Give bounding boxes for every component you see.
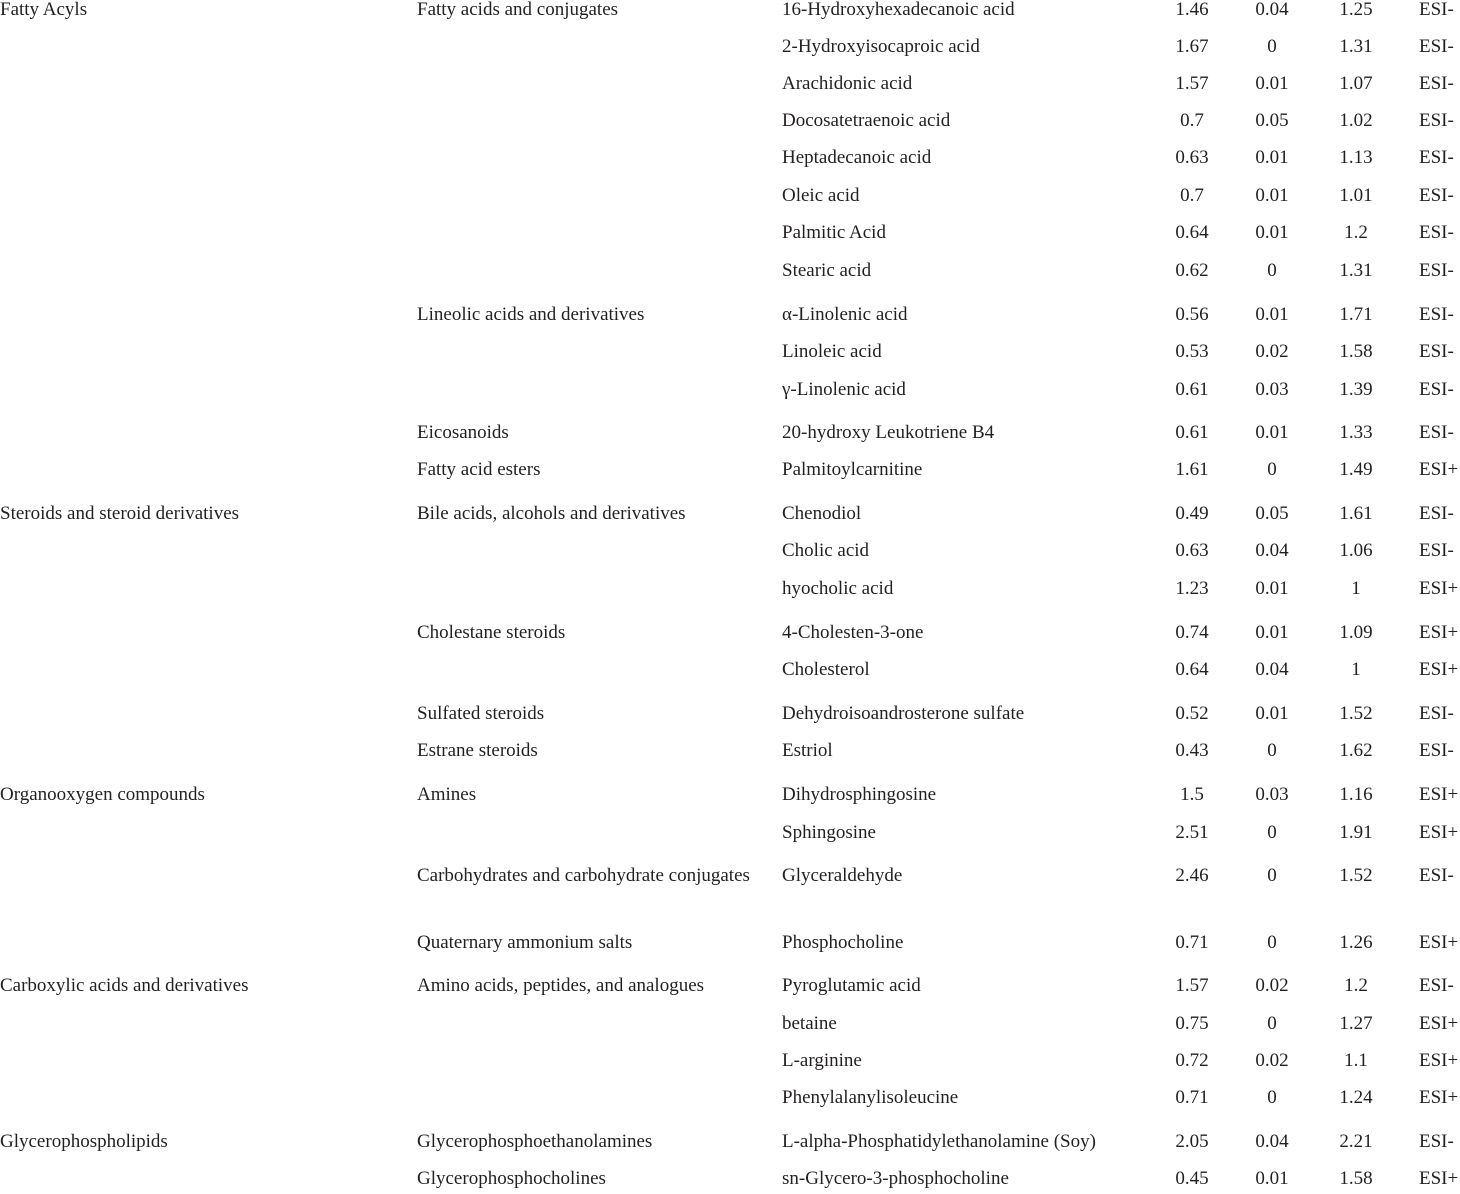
value1-cell: 0.49 <box>1175 503 1209 524</box>
value3-cell: 1.71 <box>1339 304 1373 325</box>
subclass-cell: Cholestane steroids <box>417 622 566 643</box>
value1-cell: 0.64 <box>1175 659 1209 680</box>
ion-mode-cell: ESI- <box>1419 1131 1454 1152</box>
value1-cell: 2.05 <box>1175 1131 1209 1152</box>
metabolite-name-cell: Estriol <box>782 740 833 761</box>
value3-cell: 2.21 <box>1339 1131 1373 1152</box>
value2-cell: 0.01 <box>1255 73 1289 94</box>
value2-cell: 0.01 <box>1255 622 1289 643</box>
subclass-cell: Fatty acid esters <box>417 459 541 480</box>
subclass-cell: Sulfated steroids <box>417 703 545 724</box>
metabolite-name-cell: Oleic acid <box>782 185 860 206</box>
ion-mode-cell: ESI- <box>1419 0 1454 20</box>
value3-cell: 1.02 <box>1339 110 1373 131</box>
value3-cell: 1.52 <box>1339 865 1373 886</box>
value1-cell: 0.61 <box>1175 422 1209 443</box>
ion-mode-cell: ESI- <box>1419 422 1454 443</box>
subclass-cell: Lineolic acids and derivatives <box>417 304 645 325</box>
subclass-cell: Glycerophosphocholines <box>417 1168 606 1189</box>
ion-mode-cell: ESI+ <box>1419 622 1459 643</box>
value1-cell: 1.46 <box>1175 0 1209 20</box>
metabolite-name-cell: Phosphocholine <box>782 932 904 953</box>
metabolite-name-cell: Cholic acid <box>782 540 870 561</box>
metabolite-name-cell: 20-hydroxy Leukotriene B4 <box>782 422 995 443</box>
value2-cell: 0.04 <box>1255 540 1289 561</box>
value1-cell: 0.45 <box>1175 1168 1209 1189</box>
value2-cell: 0.05 <box>1255 503 1289 524</box>
value2-cell: 0.01 <box>1255 1168 1289 1189</box>
value3-cell: 1.16 <box>1339 784 1373 805</box>
value1-cell: 0.53 <box>1175 341 1209 362</box>
ion-mode-cell: ESI+ <box>1419 784 1459 805</box>
value2-cell: 0.01 <box>1255 304 1289 325</box>
value2-cell: 0 <box>1267 36 1277 57</box>
value3-cell: 1 <box>1351 578 1361 599</box>
metabolite-name-cell: Pyroglutamic acid <box>782 975 921 996</box>
value1-cell: 0.43 <box>1175 740 1209 761</box>
value3-cell: 1.06 <box>1339 540 1373 561</box>
subclass-cell: Eicosanoids <box>417 422 509 443</box>
value3-cell: 1.91 <box>1339 822 1373 843</box>
metabolite-name-cell: Docosatetraenoic acid <box>782 110 951 131</box>
value1-cell: 2.51 <box>1175 822 1209 843</box>
metabolite-name-cell: 2-Hydroxyisocaproic acid <box>782 36 980 57</box>
value1-cell: 1.57 <box>1175 975 1209 996</box>
ion-mode-cell: ESI+ <box>1419 822 1459 843</box>
value3-cell: 1.2 <box>1344 975 1368 996</box>
metabolite-name-cell: Dehydroisoandrosterone sulfate <box>782 703 1025 724</box>
value2-cell: 0 <box>1267 932 1277 953</box>
value3-cell: 1.26 <box>1339 932 1373 953</box>
metabolite-name-cell: Heptadecanoic acid <box>782 147 932 168</box>
value2-cell: 0 <box>1267 1087 1277 1108</box>
value2-cell: 0.04 <box>1255 1131 1289 1152</box>
metabolite-name-cell: betaine <box>782 1013 837 1034</box>
subclass-cell: Carbohydrates and carbohydrate conjugates <box>417 865 750 886</box>
value2-cell: 0.01 <box>1255 703 1289 724</box>
metabolite-name-cell: Glyceraldehyde <box>782 865 903 886</box>
metabolite-name-cell: L-alpha-Phosphatidylethanolamine (Soy) <box>782 1131 1096 1152</box>
ion-mode-cell: ESI- <box>1419 222 1454 243</box>
value3-cell: 1.24 <box>1339 1087 1373 1108</box>
ion-mode-cell: ESI+ <box>1419 1168 1459 1189</box>
value2-cell: 0.03 <box>1255 784 1289 805</box>
class-cell: Steroids and steroid derivatives <box>0 503 240 524</box>
ion-mode-cell: ESI+ <box>1419 578 1459 599</box>
metabolite-name-cell: Sphingosine <box>782 822 876 843</box>
value3-cell: 1.07 <box>1339 73 1373 94</box>
value2-cell: 0.05 <box>1255 110 1289 131</box>
metabolite-name-cell: Dihydrosphingosine <box>782 784 937 805</box>
value1-cell: 0.52 <box>1175 703 1209 724</box>
value2-cell: 0.01 <box>1255 147 1289 168</box>
value1-cell: 2.46 <box>1175 865 1209 886</box>
ion-mode-cell: ESI+ <box>1419 659 1459 680</box>
subclass-cell: Amino acids, peptides, and analogues <box>417 975 705 996</box>
value1-cell: 1.5 <box>1180 784 1204 805</box>
metabolite-name-cell: Chenodiol <box>782 503 862 524</box>
value1-cell: 0.7 <box>1180 185 1204 206</box>
ion-mode-cell: ESI- <box>1419 36 1454 57</box>
value1-cell: 0.7 <box>1180 110 1204 131</box>
value3-cell: 1.2 <box>1344 222 1368 243</box>
subclass-cell: Bile acids, alcohols and derivatives <box>417 503 686 524</box>
ion-mode-cell: ESI- <box>1419 503 1454 524</box>
ion-mode-cell: ESI+ <box>1419 1050 1459 1071</box>
value2-cell: 0.02 <box>1255 975 1289 996</box>
ion-mode-cell: ESI+ <box>1419 459 1459 480</box>
value1-cell: 1.57 <box>1175 73 1209 94</box>
value1-cell: 0.63 <box>1175 540 1209 561</box>
value2-cell: 0.01 <box>1255 422 1289 443</box>
value3-cell: 1.58 <box>1339 341 1373 362</box>
value3-cell: 1.1 <box>1344 1050 1368 1071</box>
value3-cell: 1.58 <box>1339 1168 1373 1189</box>
value2-cell: 0 <box>1267 740 1277 761</box>
value1-cell: 0.71 <box>1175 932 1209 953</box>
ion-mode-cell: ESI- <box>1419 540 1454 561</box>
class-cell: Organooxygen compounds <box>0 784 205 805</box>
ion-mode-cell: ESI- <box>1419 975 1454 996</box>
metabolite-name-cell: 4-Cholesten-3-one <box>782 622 924 643</box>
metabolite-name-cell: Linoleic acid <box>782 341 882 362</box>
metabolite-name-cell: Arachidonic acid <box>782 73 913 94</box>
metabolite-name-cell: Palmitoylcarnitine <box>782 459 923 480</box>
value1-cell: 1.23 <box>1175 578 1209 599</box>
metabolite-name-cell: γ-Linolenic acid <box>782 379 906 400</box>
ion-mode-cell: ESI- <box>1419 260 1454 281</box>
metabolite-name-cell: Stearic acid <box>782 260 872 281</box>
metabolite-name-cell: 16-Hydroxyhexadecanoic acid <box>782 0 1015 20</box>
value3-cell: 1 <box>1351 659 1361 680</box>
ion-mode-cell: ESI- <box>1419 185 1454 206</box>
value1-cell: 0.64 <box>1175 222 1209 243</box>
value3-cell: 1.09 <box>1339 622 1373 643</box>
metabolite-name-cell: Cholesterol <box>782 659 870 680</box>
value1-cell: 0.62 <box>1175 260 1209 281</box>
value2-cell: 0.02 <box>1255 341 1289 362</box>
value1-cell: 1.61 <box>1175 459 1209 480</box>
value2-cell: 0 <box>1267 260 1277 281</box>
value3-cell: 1.49 <box>1339 459 1373 480</box>
value3-cell: 1.33 <box>1339 422 1373 443</box>
value3-cell: 1.31 <box>1339 260 1373 281</box>
value2-cell: 0 <box>1267 865 1277 886</box>
ion-mode-cell: ESI- <box>1419 703 1454 724</box>
ion-mode-cell: ESI- <box>1419 865 1454 886</box>
value2-cell: 0.01 <box>1255 578 1289 599</box>
ion-mode-cell: ESI- <box>1419 379 1454 400</box>
subclass-cell: Amines <box>417 784 477 805</box>
metabolite-name-cell: sn-Glycero-3-phosphocholine <box>782 1168 1009 1189</box>
value1-cell: 0.71 <box>1175 1087 1209 1108</box>
metabolite-name-cell: Phenylalanylisoleucine <box>782 1087 959 1108</box>
value3-cell: 1.01 <box>1339 185 1373 206</box>
value3-cell: 1.31 <box>1339 36 1373 57</box>
ion-mode-cell: ESI+ <box>1419 1013 1459 1034</box>
value2-cell: 0.04 <box>1255 0 1289 20</box>
class-cell: Carboxylic acids and derivatives <box>0 975 249 996</box>
ion-mode-cell: ESI- <box>1419 110 1454 131</box>
subclass-cell: Fatty acids and conjugates <box>417 0 619 20</box>
value1-cell: 0.75 <box>1175 1013 1209 1034</box>
value1-cell: 0.63 <box>1175 147 1209 168</box>
value3-cell: 1.27 <box>1339 1013 1373 1034</box>
value1-cell: 0.74 <box>1175 622 1209 643</box>
value2-cell: 0.01 <box>1255 185 1289 206</box>
metabolite-name-cell: α-Linolenic acid <box>782 304 908 325</box>
metabolite-name-cell: hyocholic acid <box>782 578 894 599</box>
ion-mode-cell: ESI+ <box>1419 932 1459 953</box>
value1-cell: 0.61 <box>1175 379 1209 400</box>
value2-cell: 0 <box>1267 459 1277 480</box>
metabolite-name-cell: Palmitic Acid <box>782 222 886 243</box>
value3-cell: 1.25 <box>1339 0 1373 20</box>
value2-cell: 0.03 <box>1255 379 1289 400</box>
value2-cell: 0.02 <box>1255 1050 1289 1071</box>
ion-mode-cell: ESI- <box>1419 740 1454 761</box>
value2-cell: 0.04 <box>1255 659 1289 680</box>
ion-mode-cell: ESI+ <box>1419 1087 1459 1108</box>
ion-mode-cell: ESI- <box>1419 73 1454 94</box>
value2-cell: 0.01 <box>1255 222 1289 243</box>
subclass-cell: Quaternary ammonium salts <box>417 932 633 953</box>
class-cell: Fatty Acyls <box>0 0 88 20</box>
subclass-cell: Estrane steroids <box>417 740 538 761</box>
value3-cell: 1.39 <box>1339 379 1373 400</box>
value3-cell: 1.62 <box>1339 740 1373 761</box>
value1-cell: 0.56 <box>1175 304 1209 325</box>
value2-cell: 0 <box>1267 822 1277 843</box>
class-cell: Glycerophospholipids <box>0 1131 168 1152</box>
value3-cell: 1.52 <box>1339 703 1373 724</box>
subclass-cell: Glycerophosphoethanolamines <box>417 1131 653 1152</box>
value3-cell: 1.13 <box>1339 147 1373 168</box>
metabolite-name-cell: L-arginine <box>782 1050 862 1071</box>
value3-cell: 1.61 <box>1339 503 1373 524</box>
value1-cell: 1.67 <box>1175 36 1209 57</box>
ion-mode-cell: ESI- <box>1419 341 1454 362</box>
value2-cell: 0 <box>1267 1013 1277 1034</box>
ion-mode-cell: ESI- <box>1419 147 1454 168</box>
value1-cell: 0.72 <box>1175 1050 1209 1071</box>
ion-mode-cell: ESI- <box>1419 304 1454 325</box>
